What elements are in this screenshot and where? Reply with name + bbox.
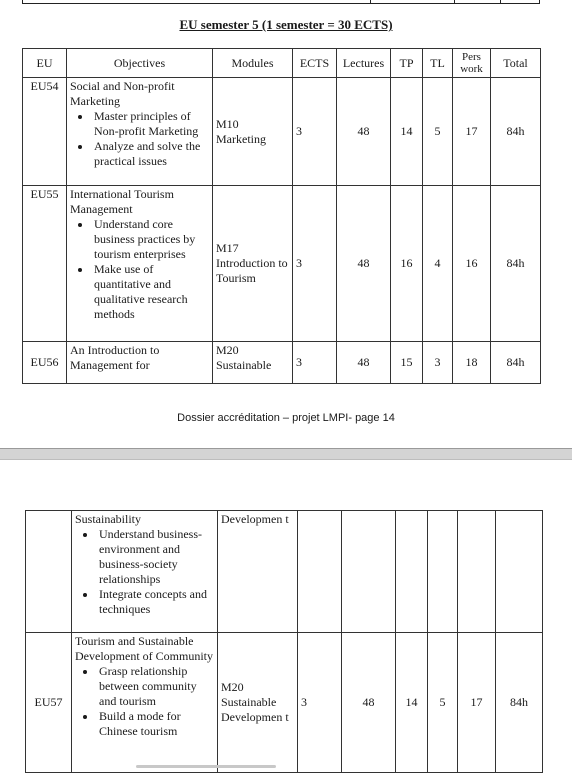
- objectives-cell: [67, 186, 213, 342]
- eu-code: EU54: [23, 78, 67, 186]
- list-item: • Grasp relationship between community and tourism: [97, 664, 214, 709]
- module-cell: M20 Sustainable: [213, 342, 293, 384]
- objective-list: [75, 527, 214, 617]
- objective-title: An Introduction to Management for: [67, 342, 213, 384]
- header-objectives: Objectives: [67, 49, 213, 78]
- objective-title: International Tourism Management: [70, 187, 174, 216]
- objectives-cell: [67, 78, 213, 186]
- total-cell: 84h: [491, 186, 541, 342]
- table-row: [26, 633, 543, 773]
- objective-list: [70, 217, 209, 322]
- pers-work-cell: 17: [453, 78, 491, 186]
- table-row: [23, 78, 541, 186]
- page-separator: [0, 448, 572, 460]
- eu-code: EU55: [23, 186, 67, 342]
- ects-cell: 3: [293, 186, 337, 342]
- semester-5-table: [22, 48, 541, 384]
- header-modules: Modules: [213, 49, 293, 78]
- header-total: Total: [491, 49, 541, 78]
- table-header-row: [23, 49, 541, 78]
- tl-cell: 5: [423, 78, 453, 186]
- tp-cell-empty: [396, 511, 428, 633]
- header-lectures: Lectures: [337, 49, 391, 78]
- list-item: • Understand core business practices by tourism enterprises: [92, 217, 209, 262]
- objective-list: [75, 664, 214, 739]
- ects-cell-empty: [298, 511, 342, 633]
- list-item: • Integrate concepts and techniques: [97, 587, 214, 617]
- tl-cell: 5: [428, 633, 458, 773]
- page-footer: Dossier accréditation – projet LMPI- page 14: [177, 412, 395, 424]
- lectures-cell: 48: [337, 186, 391, 342]
- tp-cell: 14: [391, 78, 423, 186]
- total-cell: 84h: [491, 342, 541, 384]
- eu-code-empty: [26, 511, 72, 633]
- module-cell: M17 Introduction to Tourism: [213, 186, 293, 342]
- lectures-cell-empty: [342, 511, 396, 633]
- lectures-cell: 48: [337, 78, 391, 186]
- header-tl: TL: [423, 49, 453, 78]
- module-cell: M20 Sustainable Developmen t: [218, 633, 298, 773]
- pers-work-cell: 16: [453, 186, 491, 342]
- lectures-cell: 48: [337, 342, 391, 384]
- list-item: • Master principles of Non-profit Marketing: [92, 109, 209, 139]
- list-item: • Analyze and solve the practical issues: [92, 139, 209, 169]
- semester-title: EU semester 5 (1 semester = 30 ECTS): [179, 17, 393, 32]
- objective-title: Social and Non-profit Marketing: [70, 79, 175, 108]
- ects-cell: 3: [293, 342, 337, 384]
- table-row: [23, 342, 541, 384]
- list-item: • Build a mode for Chinese tourism: [97, 709, 214, 739]
- objectives-cell: [72, 633, 218, 773]
- pers-work-cell-empty: [458, 511, 496, 633]
- tl-cell: 4: [423, 186, 453, 342]
- tl-cell-empty: [428, 511, 458, 633]
- module-cell: Developmen t: [218, 511, 298, 633]
- document-page-15: [0, 460, 572, 768]
- previous-table-bottom-border: [22, 0, 540, 4]
- total-cell-empty: [496, 511, 543, 633]
- eu-code: EU56: [23, 342, 67, 384]
- pers-work-cell: 17: [458, 633, 496, 773]
- objective-title: Sustainability: [75, 512, 141, 526]
- header-eu: EU: [23, 49, 67, 78]
- table-row: [23, 186, 541, 342]
- objective-list: [70, 109, 209, 169]
- total-cell: 84h: [496, 633, 543, 773]
- tp-cell: 15: [391, 342, 423, 384]
- header-pers-work: Pers work: [453, 49, 491, 78]
- ects-cell: 3: [298, 633, 342, 773]
- lectures-cell: 48: [342, 633, 396, 773]
- tp-cell: 14: [396, 633, 428, 773]
- total-cell: 84h: [491, 78, 541, 186]
- ects-cell: 3: [293, 78, 337, 186]
- pers-work-cell: 18: [453, 342, 491, 384]
- header-ects: ECTS: [293, 49, 337, 78]
- tl-cell: 3: [423, 342, 453, 384]
- table-row-continuation: [26, 511, 543, 633]
- objective-title: Tourism and Sustainable Development of Community: [75, 634, 213, 663]
- objectives-cell: [72, 511, 218, 633]
- list-item: • Make use of quantitative and qualitative research methods: [92, 262, 209, 322]
- eu-code: EU57: [26, 633, 72, 773]
- semester-5-table-continued: [25, 510, 543, 773]
- list-item: • Understand business-environment and business-society relationships: [97, 527, 214, 587]
- header-tp: TP: [391, 49, 423, 78]
- module-cell: M10 Marketing: [213, 78, 293, 186]
- tp-cell: 16: [391, 186, 423, 342]
